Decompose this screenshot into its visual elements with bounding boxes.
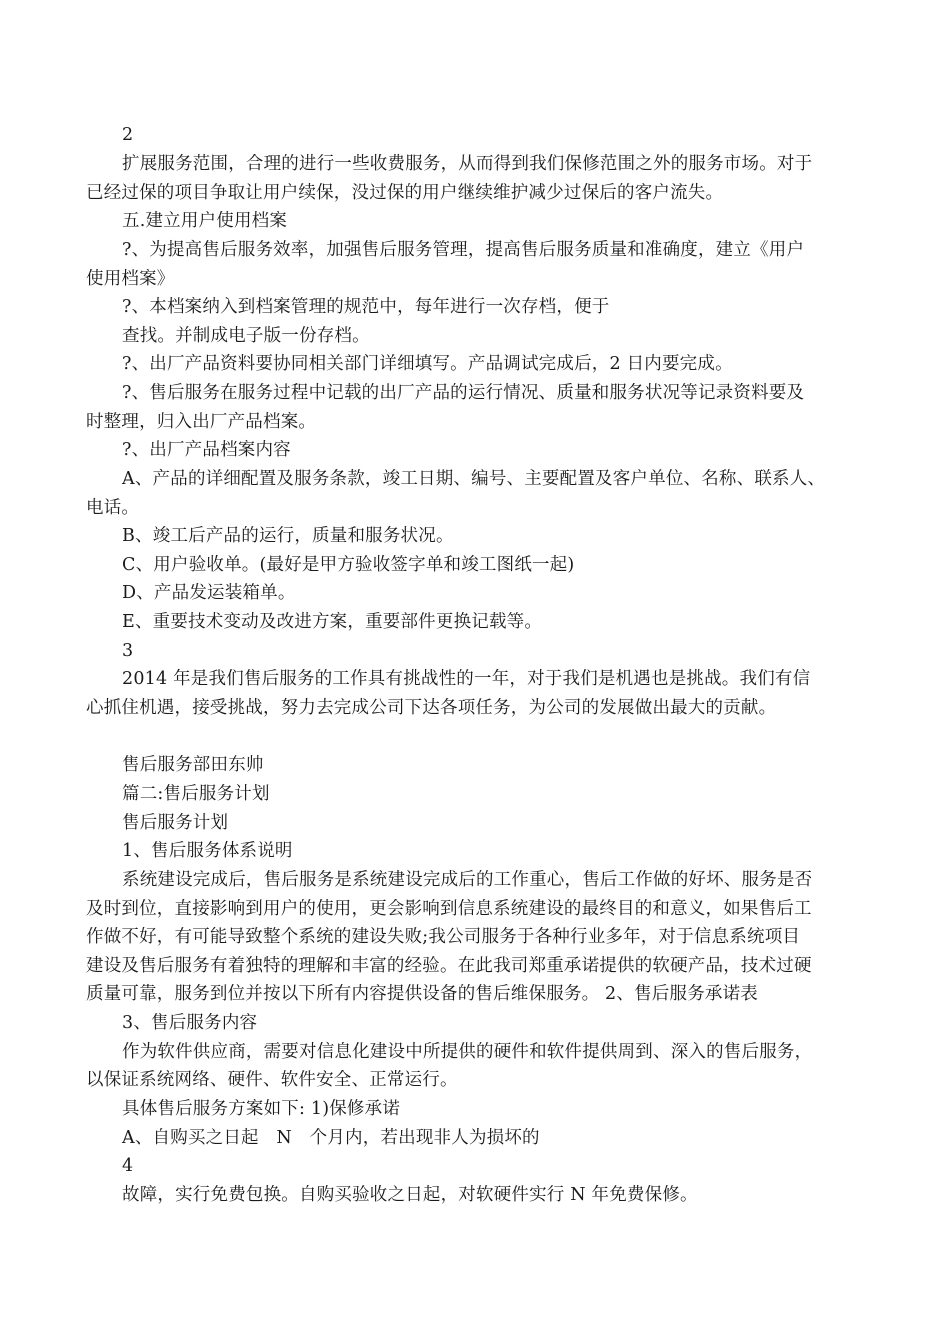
paragraph-line: 作做不好，有可能导致整个系统的建设失败;我公司服务于各种行业多年，对于信息系统项目 xyxy=(86,927,801,947)
paragraph-line: 质量可靠，服务到位并按以下所有内容提供设备的售后维保服务。 2、售后服务承诺表 xyxy=(86,984,758,1004)
paragraph-line: 作为软件供应商，需要对信息化建设中所提供的硬件和软件提供周到、深入的售后服务， xyxy=(122,1042,813,1062)
paragraph-line: D、产品发运装箱单。 xyxy=(122,583,296,603)
paragraph-line: 建设及售后服务有着独特的理解和丰富的经验。在此我司郑重承诺提供的软硬产品，技术过硬 xyxy=(86,956,812,976)
paragraph-line: 故障，实行免费包换。自购买验收之日起，对软硬件实行 N 年免费保修。 xyxy=(122,1185,698,1205)
paragraph-line: 心抓住机遇，接受挑战，努力去完成公司下达各项任务，为公司的发展做出最大的贡献。 xyxy=(86,698,777,718)
section-heading: 3、售后服务内容 xyxy=(122,1013,258,1033)
paragraph-line: ?、为提高售后服务效率，加强售后服务管理，提高售后服务质量和准确度，建立《用户 xyxy=(122,240,805,260)
section-heading: 1、售后服务体系说明 xyxy=(122,841,293,861)
paragraph-line: ?、售后服务在服务过程中记载的出厂产品的运行情况、质量和服务状况等记录资料要及 xyxy=(122,383,805,403)
section-heading: 五.建立用户使用档案 xyxy=(122,211,288,231)
paragraph-line: A、产品的详细配置及服务条款，竣工日期、编号、主要配置及客户单位、名称、联系人、 xyxy=(122,469,826,489)
paragraph-line: 已经过保的项目争取让用户续保，没过保的用户继续维护减少过保后的客户流失。 xyxy=(86,183,724,203)
paragraph-line: A、自购买之日起 N 个月内，若出现非人为损坏的 xyxy=(122,1128,540,1148)
paragraph-line: ?、本档案纳入到档案管理的规范中，每年进行一次存档，便于 xyxy=(122,297,610,317)
paragraph-line: E、重要技术变动及改进方案，重要部件更换记载等。 xyxy=(122,612,543,632)
paragraph-line: 查找。并制成电子版一份存档。 xyxy=(122,326,370,346)
paragraph-line: ?、出厂产品资料要协同相关部门详细填写。产品调试完成后，2 日内要完成。 xyxy=(122,354,733,374)
paragraph-line: ?、出厂产品档案内容 xyxy=(122,440,291,460)
section-heading: 篇二:售后服务计划 xyxy=(122,784,270,804)
paragraph-line: 电话。 xyxy=(86,498,140,518)
section-heading: 售后服务计划 xyxy=(122,813,229,833)
page-number: 2 xyxy=(122,125,134,145)
paragraph-line: 及时到位，直接影响到用户的使用，更会影响到信息系统建设的最终目的和意义，如果售后工 xyxy=(86,899,812,919)
paragraph-line: 系统建设完成后，售后服务是系统建设完成后的工作重心，售后工作做的好坏、服务是否 xyxy=(122,870,813,890)
signature-line: 售后服务部田东帅 xyxy=(122,755,264,775)
paragraph-line: C、用户验收单。(最好是甲方验收签字单和竣工图纸一起) xyxy=(122,555,575,575)
paragraph-line: 使用档案》 xyxy=(86,269,175,289)
paragraph-line: 具体售后服务方案如下: 1)保修承诺 xyxy=(122,1099,401,1119)
paragraph-line: 2014 年是我们售后服务的工作具有挑战性的一年，对于我们是机遇也是挑战。我们有信 xyxy=(122,669,811,689)
page-number: 3 xyxy=(122,641,134,661)
paragraph-line: B、竣工后产品的运行，质量和服务状况。 xyxy=(122,526,454,546)
paragraph-line: 以保证系统网络、硬件、软件安全、正常运行。 xyxy=(86,1070,458,1090)
page-number: 4 xyxy=(122,1156,134,1176)
paragraph-line: 扩展服务范围，合理的进行一些收费服务，从而得到我们保修范围之外的服务市场。对于 xyxy=(122,154,813,174)
paragraph-line: 时整理，归入出厂产品档案。 xyxy=(86,412,317,432)
